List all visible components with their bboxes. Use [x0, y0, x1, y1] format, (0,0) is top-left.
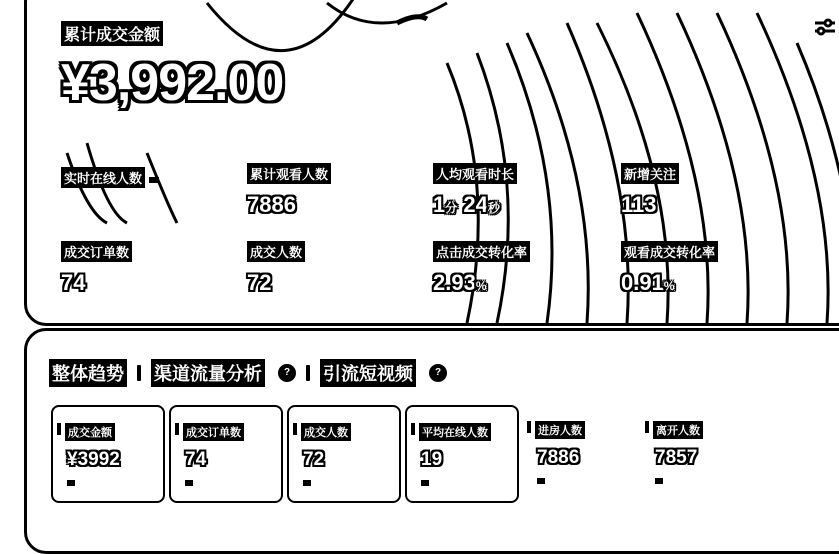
- live-summary-card: [24, 0, 839, 326]
- kpi-value: 7857: [655, 447, 698, 468]
- metric-label: 观看成交转化率: [621, 241, 718, 262]
- kpi-label: 成交金额: [65, 423, 115, 441]
- help-icon[interactable]: ?: [278, 364, 296, 382]
- tab-channel-traffic[interactable]: [151, 359, 265, 387]
- seconds-unit: 秒: [487, 201, 500, 215]
- kpi-label: 离开人数: [653, 421, 703, 439]
- kpi-label: 进房人数: [535, 421, 585, 439]
- kpi-value: ¥3992: [67, 449, 120, 470]
- kpi-trend-dash: [537, 478, 545, 484]
- kpi-marker: [175, 423, 179, 435]
- settings-sliders-icon[interactable]: [813, 15, 837, 39]
- avg-watch-seconds: 24: [463, 192, 488, 217]
- help-icon[interactable]: ?: [429, 364, 447, 382]
- kpi-buyers[interactable]: [287, 405, 401, 503]
- tab-divider: [137, 365, 141, 381]
- metric-avg-watch-time: [433, 163, 517, 218]
- trend-card: [24, 328, 839, 554]
- metric-online-now: [61, 163, 159, 188]
- kpi-value: 74: [185, 449, 207, 470]
- kpi-trend-dash: [421, 480, 429, 486]
- percent-unit: %: [475, 279, 487, 293]
- total-gmv-label: 累计成交金额: [61, 21, 163, 46]
- metric-value: 7886: [247, 192, 296, 217]
- kpi-entries[interactable]: [523, 405, 633, 499]
- metric-buyers: [247, 241, 305, 296]
- kpi-exits[interactable]: [641, 405, 751, 499]
- metric-view-conversion: [621, 241, 718, 296]
- kpi-gmv[interactable]: [51, 405, 165, 503]
- kpi-value: 72: [303, 449, 325, 470]
- kpi-marker: [527, 421, 531, 433]
- percent-unit: %: [663, 279, 675, 293]
- kpi-marker: [645, 421, 649, 433]
- metric-value: 113: [621, 192, 657, 217]
- metric-label: 新增关注: [621, 163, 679, 184]
- total-gmv-value: ¥3,992.00: [61, 54, 284, 112]
- kpi-trend-dash: [303, 480, 311, 486]
- metric-value: [621, 270, 718, 296]
- kpi-label: 成交人数: [301, 423, 351, 441]
- tab-label: 引流短视频: [323, 364, 413, 384]
- metric-click-conversion: [433, 241, 530, 296]
- metric-value: [433, 192, 517, 218]
- kpi-marker: [411, 423, 415, 435]
- metric-value: 74: [61, 270, 86, 295]
- click-conversion-number: 2.93: [433, 270, 476, 295]
- kpi-value: 7886: [537, 447, 580, 468]
- metric-orders: [61, 241, 132, 296]
- metric-label: 点击成交转化率: [433, 241, 530, 262]
- kpi-label: 平均在线人数: [419, 423, 491, 441]
- metric-label: 成交人数: [247, 241, 305, 262]
- metric-label: 实时在线人数: [61, 167, 145, 188]
- minutes-unit: 分: [445, 201, 458, 215]
- kpi-value: 19: [421, 449, 443, 470]
- tab-short-video[interactable]: [320, 359, 416, 387]
- kpi-trend-dash: [67, 480, 75, 486]
- metric-label: 人均观看时长: [433, 163, 517, 184]
- analysis-tabs: [49, 359, 447, 387]
- tab-overall-trend[interactable]: 整体趋势: [49, 359, 127, 387]
- kpi-label: 成交订单数: [183, 423, 244, 441]
- metric-value: [433, 270, 530, 296]
- kpi-orders[interactable]: [169, 405, 283, 503]
- metric-new-followers: [621, 163, 679, 218]
- avg-watch-minutes: 1: [433, 192, 446, 217]
- tab-label: 渠道流量分析: [154, 364, 262, 384]
- kpi-avg-online[interactable]: [405, 405, 519, 503]
- metric-value: 72: [247, 270, 272, 295]
- tab-divider: [306, 365, 310, 381]
- metric-empty-dash: [149, 177, 159, 183]
- metric-label: 成交订单数: [61, 241, 132, 262]
- kpi-trend-dash: [185, 480, 193, 486]
- kpi-marker: [293, 423, 297, 435]
- kpi-marker: [57, 423, 61, 435]
- metric-total-viewers: [247, 163, 331, 218]
- view-conversion-number: 0.91: [621, 270, 664, 295]
- kpi-trend-dash: [655, 478, 663, 484]
- metric-label: 累计观看人数: [247, 163, 331, 184]
